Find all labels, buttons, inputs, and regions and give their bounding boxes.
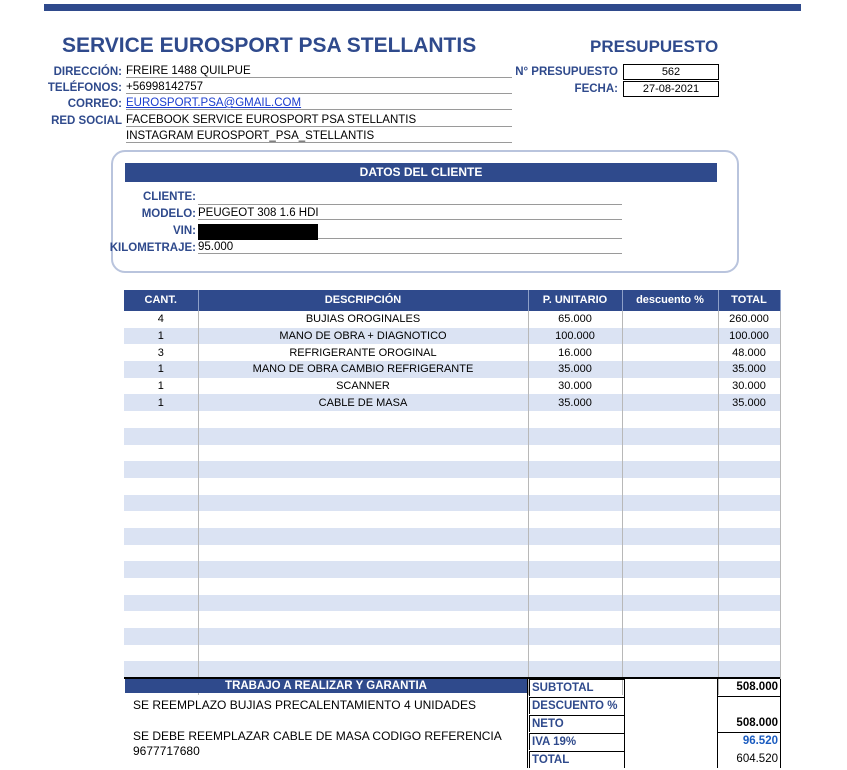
cell-descripcion (198, 528, 528, 545)
cell-cant (124, 645, 198, 662)
neto-label: NETO (529, 715, 625, 732)
total-label: TOTAL (529, 751, 625, 768)
header-descuento: descuento % (622, 290, 718, 311)
table-row (124, 611, 780, 628)
correo-label: CORREO: (67, 98, 122, 110)
table-row (124, 661, 780, 678)
cell-descuento (622, 611, 718, 628)
cell-p-unitario: 30.000 (528, 378, 622, 395)
cell-total (718, 428, 780, 445)
direccion-value: FREIRE 1488 QUILPUE (126, 65, 512, 78)
cell-total (718, 445, 780, 462)
cell-total: 30.000 (718, 378, 780, 395)
iva-label: IVA 19% (529, 733, 625, 750)
document-type-title: PRESUPUESTO (590, 37, 719, 56)
red-social-instagram: INSTAGRAM EUROSPORT_PSA_STELLANTIS (126, 130, 512, 143)
cell-p-unitario (528, 595, 622, 612)
cell-cant (124, 561, 198, 578)
table-row (124, 528, 780, 545)
red-social-label: RED SOCIAL (51, 115, 122, 127)
subtotal-label: SUBTOTAL (529, 679, 625, 696)
cell-cant (124, 411, 198, 428)
red-social-facebook: FACEBOOK SERVICE EUROSPORT PSA STELLANTIS (126, 114, 512, 127)
totals-left-border (527, 679, 528, 768)
cell-descripcion (198, 545, 528, 562)
cell-cant (124, 445, 198, 462)
cell-descuento (622, 595, 718, 612)
items-table (124, 290, 781, 695)
cell-descuento (622, 528, 718, 545)
cell-cant: 1 (124, 378, 198, 395)
cell-p-unitario: 65.000 (528, 311, 622, 328)
cell-descuento (622, 511, 718, 528)
cell-total (718, 411, 780, 428)
cell-descuento (622, 411, 718, 428)
cell-p-unitario (528, 428, 622, 445)
table-row (124, 595, 780, 612)
cell-total: 260.000 (718, 311, 780, 328)
cell-descuento (622, 445, 718, 462)
cell-total (718, 528, 780, 545)
table-row (124, 311, 780, 328)
telefonos-label: TELÉFONOS: (47, 82, 122, 94)
total-value: 604.520 (736, 753, 778, 765)
cell-cant: 3 (124, 344, 198, 361)
cell-cant (124, 478, 198, 495)
cell-descripcion (198, 495, 528, 512)
cell-p-unitario (528, 628, 622, 645)
cell-total (718, 561, 780, 578)
cell-descripcion: MANO DE OBRA + DIAGNOTICO (198, 328, 528, 345)
cell-total (718, 578, 780, 595)
cell-cant: 4 (124, 311, 198, 328)
cell-p-unitario (528, 561, 622, 578)
vin-value (198, 224, 622, 239)
cell-descripcion (198, 511, 528, 528)
table-row (124, 561, 780, 578)
trabajo-note-2: SE DEBE REEMPLAZAR CABLE DE MASA CODIGO REFERENCIA 9677717680 (133, 729, 502, 758)
cell-descripcion (198, 645, 528, 662)
cell-descripcion: REFRIGERANTE OROGINAL (198, 344, 528, 361)
cell-descripcion (198, 661, 528, 678)
cliente-value (198, 190, 622, 205)
table-row (124, 461, 780, 478)
cell-descuento (622, 428, 718, 445)
cell-p-unitario (528, 411, 622, 428)
table-row (124, 328, 780, 345)
cell-p-unitario (528, 578, 622, 595)
header-p-unitario: P. UNITARIO (528, 290, 622, 311)
table-row (124, 628, 780, 645)
cell-cant (124, 661, 198, 678)
cell-descuento (622, 461, 718, 478)
cell-p-unitario (528, 495, 622, 512)
neto-underline (717, 732, 781, 733)
cell-descuento (622, 561, 718, 578)
modelo-value: PEUGEOT 308 1.6 HDI (198, 207, 622, 220)
cell-total (718, 461, 780, 478)
cell-p-unitario (528, 528, 622, 545)
table-row (124, 378, 780, 395)
cell-cant (124, 511, 198, 528)
cell-descripcion (198, 561, 528, 578)
cell-descuento (622, 545, 718, 562)
trabajo-note-1: SE REEMPLAZO BUJIAS PRECALENTAMIENTO 4 UNIDADES (133, 698, 476, 712)
cell-descuento (622, 311, 718, 328)
cell-descripcion (198, 628, 528, 645)
cell-p-unitario: 100.000 (528, 328, 622, 345)
cell-descripcion (198, 478, 528, 495)
table-row (124, 511, 780, 528)
cell-descripcion (198, 595, 528, 612)
cell-total (718, 511, 780, 528)
cell-descuento (622, 361, 718, 378)
subtotal-underline (717, 696, 781, 697)
cell-p-unitario (528, 478, 622, 495)
cell-descuento (622, 478, 718, 495)
table-row (124, 411, 780, 428)
company-name: SERVICE EUROSPORT PSA STELLANTIS (62, 34, 477, 57)
cell-descuento (622, 344, 718, 361)
table-row (124, 394, 780, 411)
cell-descripcion (198, 461, 528, 478)
table-row (124, 428, 780, 445)
direccion-label: DIRECCIÓN: (53, 66, 122, 78)
iva-value: 96.520 (742, 735, 778, 747)
cell-descripcion: MANO DE OBRA CAMBIO REFRIGERANTE (198, 361, 528, 378)
cell-p-unitario (528, 445, 622, 462)
cliente-label: CLIENTE: (142, 191, 196, 203)
cell-descuento (622, 378, 718, 395)
cell-p-unitario (528, 545, 622, 562)
fecha-label: FECHA: (574, 83, 618, 95)
cell-descuento (622, 578, 718, 595)
cell-total (718, 478, 780, 495)
cell-p-unitario (528, 661, 622, 678)
cell-descuento (622, 394, 718, 411)
table-row (124, 495, 780, 512)
email-link[interactable]: EUROSPORT.PSA@GMAIL.COM (126, 97, 302, 109)
cell-cant (124, 528, 198, 545)
cell-total: 48.000 (718, 344, 780, 361)
cell-cant: 1 (124, 361, 198, 378)
cell-total: 100.000 (718, 328, 780, 345)
header-cant: CANT. (124, 290, 198, 311)
cell-total (718, 495, 780, 512)
neto-value: 508.000 (736, 717, 778, 729)
numero-label: N° PRESUPUESTO (515, 66, 618, 78)
cell-descripcion (198, 578, 528, 595)
header-total: TOTAL (718, 290, 780, 311)
cell-cant (124, 628, 198, 645)
table-row (124, 478, 780, 495)
correo-value (126, 97, 512, 110)
cell-descuento (622, 328, 718, 345)
cell-p-unitario: 35.000 (528, 394, 622, 411)
cell-cant (124, 595, 198, 612)
cell-descripcion: CABLE DE MASA (198, 394, 528, 411)
table-row (124, 445, 780, 462)
numero-value: 562 (623, 64, 719, 80)
cell-descripcion (198, 428, 528, 445)
cell-descuento (622, 645, 718, 662)
cell-p-unitario: 16.000 (528, 344, 622, 361)
table-row (124, 361, 780, 378)
cell-descuento (622, 661, 718, 678)
cell-p-unitario (528, 511, 622, 528)
cell-cant (124, 578, 198, 595)
descuento-label: DESCUENTO % (529, 697, 625, 714)
table-row (124, 344, 780, 361)
cell-total (718, 545, 780, 562)
vin-redaction (198, 224, 318, 240)
cell-cant (124, 461, 198, 478)
cell-total (718, 595, 780, 612)
cell-cant (124, 495, 198, 512)
cell-p-unitario (528, 611, 622, 628)
modelo-label: MODELO: (141, 208, 196, 220)
cell-cant (124, 428, 198, 445)
cell-total: 35.000 (718, 394, 780, 411)
client-section-title: DATOS DEL CLIENTE (125, 163, 717, 182)
cell-total (718, 611, 780, 628)
cell-cant: 1 (124, 328, 198, 345)
cell-descuento (622, 628, 718, 645)
vin-label: VIN: (173, 225, 196, 237)
top-accent-bar (44, 4, 801, 11)
table-body (124, 311, 780, 695)
trabajo-title: TRABAJO A REALIZAR Y GARANTIA (125, 679, 527, 693)
cell-p-unitario: 35.000 (528, 361, 622, 378)
kilometraje-label: KILOMETRAJE: (109, 242, 196, 254)
table-header-row (124, 290, 780, 311)
cell-p-unitario (528, 461, 622, 478)
cell-descripcion (198, 611, 528, 628)
cell-cant (124, 545, 198, 562)
table-row (124, 645, 780, 662)
subtotal-value: 508.000 (736, 681, 778, 693)
cell-descripcion (198, 411, 528, 428)
cell-cant (124, 611, 198, 628)
table-row (124, 545, 780, 562)
cell-cant: 1 (124, 394, 198, 411)
cell-total (718, 628, 780, 645)
cell-total (718, 645, 780, 662)
fecha-value: 27-08-2021 (623, 81, 719, 97)
kilometraje-value: 95.000 (198, 241, 622, 254)
telefonos-value: +56998142757 (126, 81, 512, 94)
table-row (124, 578, 780, 595)
cell-total (718, 661, 780, 678)
cell-total: 35.000 (718, 361, 780, 378)
descuento-value (717, 697, 781, 714)
cell-descripcion: SCANNER (198, 378, 528, 395)
header-descripcion: DESCRIPCIÓN (198, 290, 528, 311)
cell-p-unitario (528, 645, 622, 662)
cell-descripcion: BUJIAS OROGINALES (198, 311, 528, 328)
cell-descuento (622, 495, 718, 512)
cell-descripcion (198, 445, 528, 462)
